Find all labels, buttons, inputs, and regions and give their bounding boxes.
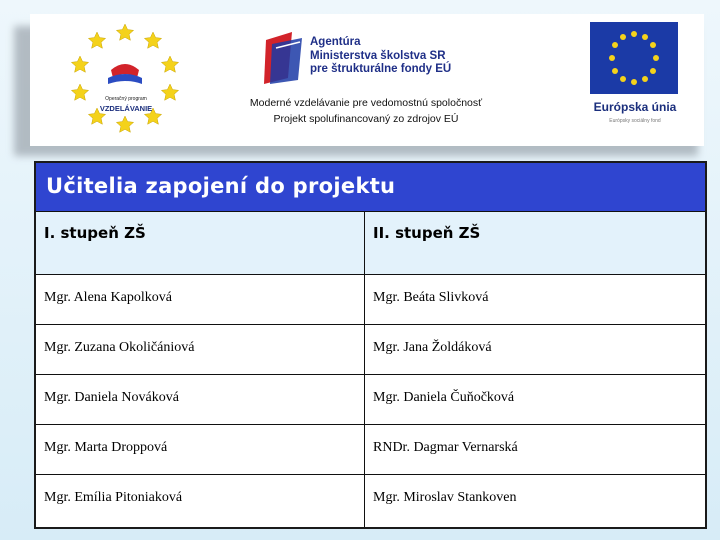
book-icon — [262, 30, 308, 86]
cell-primary: Mgr. Daniela Nováková — [44, 390, 179, 405]
cell-primary: Mgr. Zuzana Okoličániová — [44, 340, 195, 355]
table-header-row — [36, 212, 705, 275]
header-banner — [30, 14, 704, 146]
panel-title: Učitelia zapojení do projektu — [46, 174, 396, 198]
cell-secondary: Mgr. Jana Žoldáková — [373, 340, 492, 355]
cell-secondary: Mgr. Miroslav Stankoven — [373, 490, 517, 505]
cell-secondary: RNDr. Dagmar Vernarská — [373, 440, 518, 455]
table-row — [36, 375, 705, 425]
cell-primary: Mgr. Marta Droppová — [44, 440, 168, 455]
column-header-primary: I. stupeň ZŠ — [44, 224, 146, 242]
cell-secondary: Mgr. Beáta Slivková — [373, 290, 489, 305]
agency-line1: Agentúra — [310, 36, 361, 48]
table-row — [36, 475, 705, 524]
eu-logo — [586, 22, 684, 132]
program-logo-name: VZDELÁVANIE — [99, 104, 153, 113]
eu-flag-icon — [590, 22, 678, 94]
cell-primary: Mgr. Alena Kapolková — [44, 290, 172, 305]
table-row — [36, 425, 705, 475]
agency-line2: Ministerstva školstva SR — [310, 49, 446, 62]
eu-subtitle: Európsky sociálny fond — [609, 118, 661, 124]
agency-line3: pre štrukturálne fondy EÚ — [310, 63, 452, 75]
motto-line1: Moderné vzdelávanie pre vedomostnú spoločnosť — [249, 97, 483, 109]
star-ring-icon — [66, 20, 184, 138]
table-row — [36, 325, 705, 375]
panel-title-bar — [36, 163, 705, 212]
table-row — [36, 275, 705, 325]
cell-secondary: Mgr. Daniela Čuňočková — [373, 390, 515, 405]
motto-line2: Projekt spolufinancovaný zo zdrojov EÚ — [273, 113, 459, 125]
program-logo — [66, 20, 184, 138]
agency-logo — [262, 30, 482, 86]
eu-title: Európska únia — [593, 100, 677, 114]
teachers-panel — [34, 161, 707, 529]
column-header-secondary: II. stupeň ZŠ — [373, 224, 481, 242]
cell-primary: Mgr. Emília Pitoniaková — [44, 490, 183, 505]
program-logo-caption: Operačný program — [105, 96, 147, 102]
